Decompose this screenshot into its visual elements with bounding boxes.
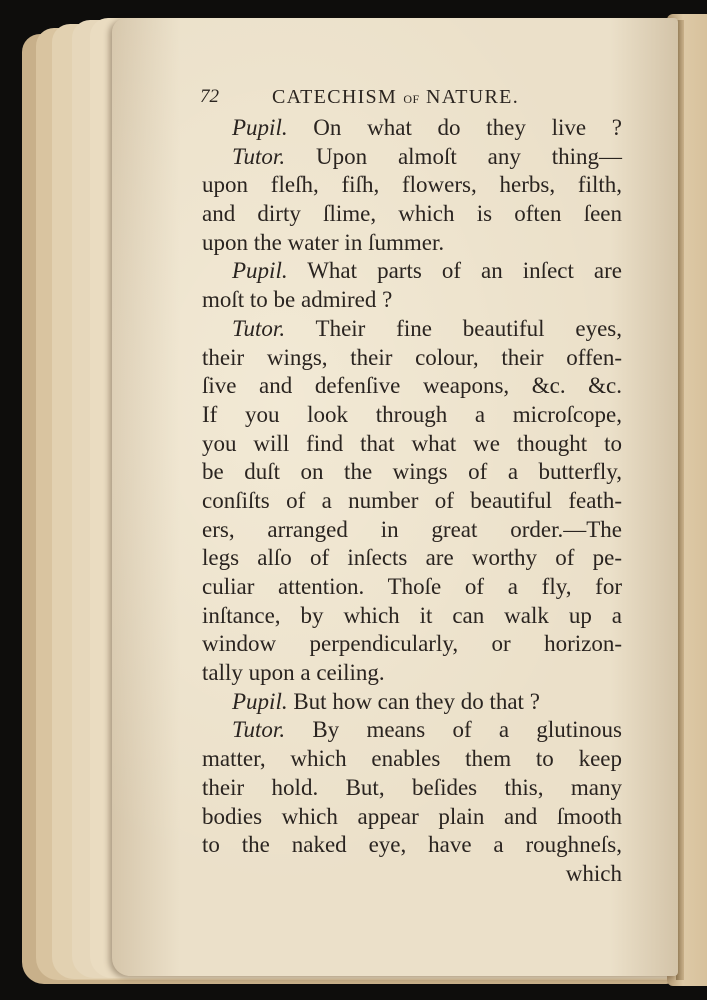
speaker-label: Tutor. (232, 143, 286, 169)
speaker-label: Pupil. (232, 115, 288, 140)
line-text: tally upon a ceiling. (202, 660, 385, 686)
speaker-label: Tutor. (232, 717, 286, 743)
line-text: which (565, 860, 622, 886)
speaker-label: Pupil. (232, 258, 288, 284)
text-line (202, 516, 622, 545)
text-line (202, 257, 622, 286)
text-line (202, 344, 622, 373)
text-line (202, 114, 622, 143)
text-line (202, 716, 622, 745)
speaker-label: Pupil. (232, 688, 288, 714)
text-line (202, 315, 622, 344)
line-text: conſiſts of a number of beautiful feath- (202, 487, 622, 513)
speaker-label: Tutor. (232, 315, 286, 341)
text-line (202, 630, 622, 659)
text-line (202, 143, 622, 172)
line-text: be duſt on the wings of a butterfly, (202, 459, 622, 485)
line-text: matter, which enables them to keep (202, 746, 622, 772)
page-number: 72 (200, 86, 219, 107)
text-line (202, 372, 622, 401)
line-text: If you look through a microſcope, (202, 401, 622, 427)
line-text: culiar attention. Thoſe of a fly, for (202, 574, 622, 599)
line-text: legs alſo of inſects are worthy of pe- (202, 545, 622, 571)
line-text: you will find that what we thought to (202, 430, 622, 456)
line-text: upon fleſh, fiſh, flowers, herbs, filth, (202, 172, 622, 198)
line-text: ers, arranged in great order.—The (202, 516, 622, 542)
text-line (202, 803, 622, 832)
line-text: to the naked eye, have a roughneſs, (202, 832, 622, 858)
page-text (202, 114, 622, 889)
text-line (202, 430, 622, 459)
catchword (202, 860, 622, 889)
line-text: Upon almoſt any thing— (285, 143, 622, 169)
line-text: ſive and defenſive weapons, &c. &c. (202, 373, 622, 399)
line-text: What parts of an inſect are (287, 258, 622, 284)
text-line (202, 602, 622, 631)
text-line (202, 200, 622, 229)
line-text: inſtance, by which it can walk up a (202, 602, 622, 628)
line-text: bodies which appear plain and ſmooth (202, 803, 622, 829)
text-line (202, 688, 622, 717)
line-text: moſt to be admired ? (202, 287, 393, 313)
line-text: Their fine beautiful eyes, (285, 315, 622, 341)
text-line (202, 659, 622, 688)
text-line (202, 458, 622, 487)
running-head-small: OF (403, 92, 420, 106)
text-line (202, 286, 622, 315)
line-text: and dirty ſlime, which is often ſeen (202, 201, 622, 227)
line-text: their wings, their colour, their offen- (202, 344, 622, 370)
text-line (202, 774, 622, 803)
line-text: But how can they do that ? (287, 688, 540, 714)
text-line (202, 229, 622, 258)
line-text: By means of a glutinous (285, 717, 622, 743)
line-text: upon the water in ſummer. (202, 229, 445, 255)
running-head-part: NATURE. (419, 86, 519, 108)
line-text: window perpendicularly, or horizon- (202, 631, 622, 657)
text-line (202, 745, 622, 774)
running-head (272, 86, 519, 109)
text-line (202, 831, 622, 860)
line-text: On what do they live ? (287, 115, 622, 140)
text-line (202, 171, 622, 200)
text-line (202, 401, 622, 430)
line-text: their hold. But, beſides this, many (202, 774, 622, 800)
text-line (202, 544, 622, 573)
text-line (202, 487, 622, 516)
running-head-part: CATECHISM (272, 86, 404, 108)
page-header (200, 86, 560, 112)
text-line (202, 573, 622, 602)
